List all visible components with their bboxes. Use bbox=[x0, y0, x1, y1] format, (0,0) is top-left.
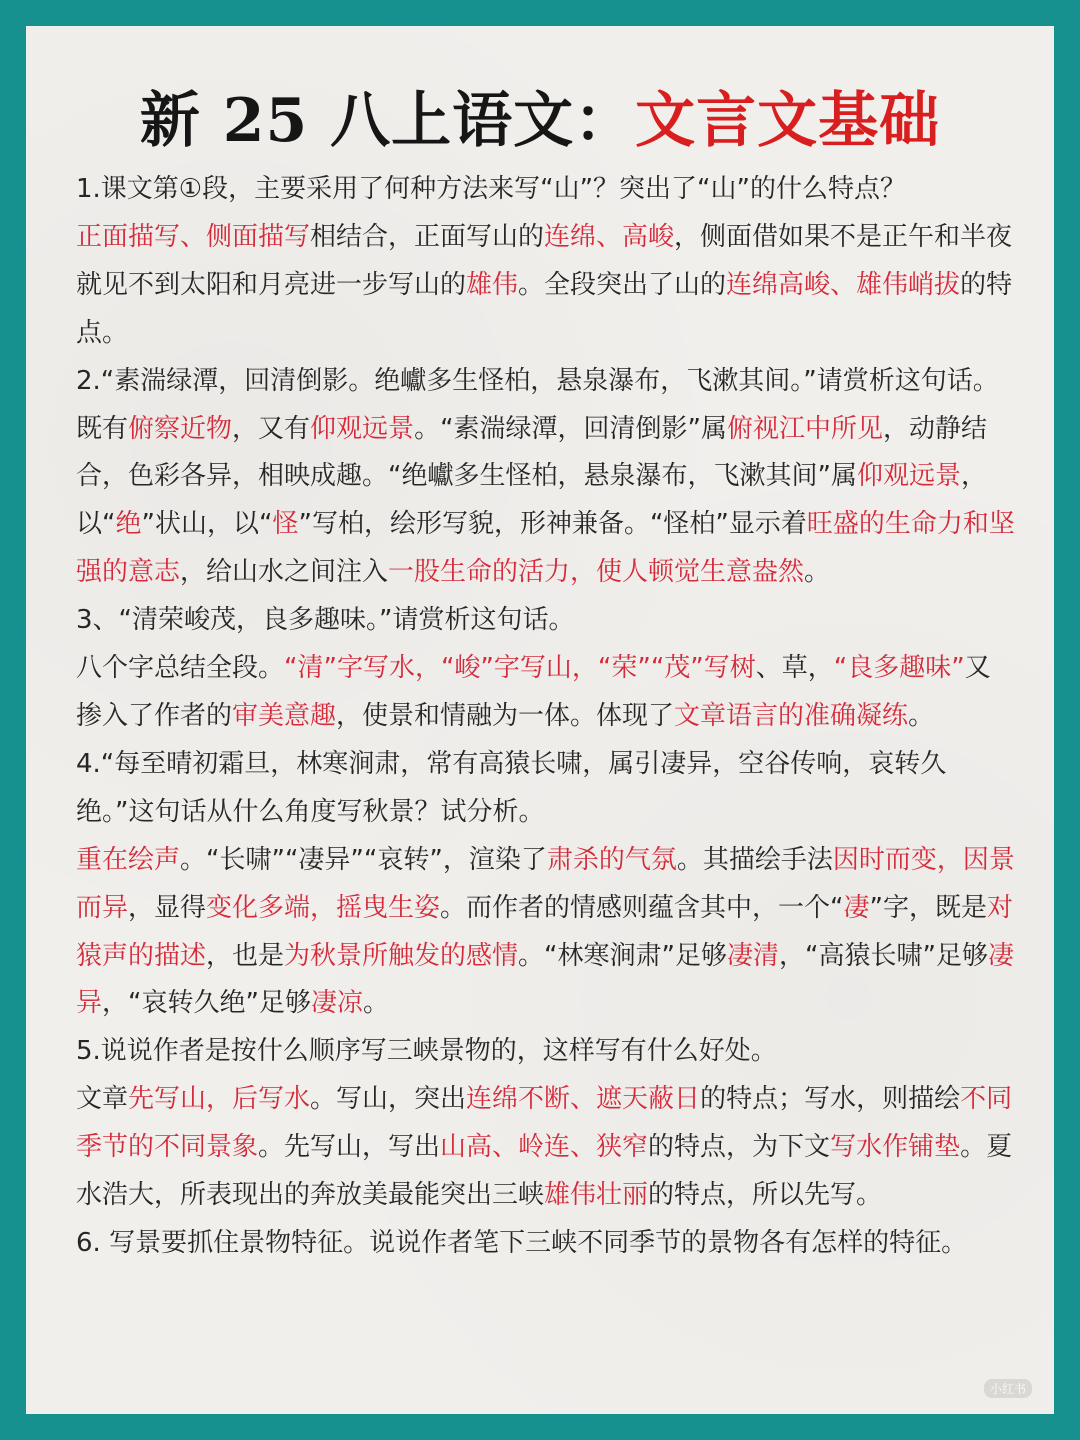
question-paragraph bbox=[76, 1220, 1016, 1268]
highlighted-text: “良多趣味” bbox=[833, 653, 965, 684]
text-segment: ，给山水之间注入 bbox=[180, 557, 389, 588]
highlighted-text: 连绵、高峻 bbox=[544, 221, 675, 252]
highlighted-text: 俯察近物 bbox=[128, 413, 233, 444]
text-segment: 相结合，正面写山的 bbox=[310, 221, 545, 252]
highlighted-text: 凄清 bbox=[727, 940, 780, 971]
text-segment: ，显得 bbox=[128, 892, 207, 923]
highlighted-text: 对猿声的描述 bbox=[76, 892, 1014, 971]
highlighted-text: 山高、岭连、狭窄 bbox=[440, 1132, 649, 1163]
title-prefix: 新 25 八上语文： bbox=[139, 86, 636, 156]
text-segment: ，也是 bbox=[206, 940, 285, 971]
text-segment: 。全段突出了山的 bbox=[518, 269, 727, 300]
text-segment: 。夏水浩大，所表现出的奔放美最能突出三峡 bbox=[76, 1132, 1013, 1211]
highlighted-text: 为秋景所触发的感情 bbox=[284, 940, 519, 971]
question-paragraph bbox=[76, 1028, 1016, 1076]
highlighted-text: 连绵高峻、雄伟峭拔 bbox=[726, 269, 961, 300]
question-paragraph bbox=[76, 597, 1016, 645]
text-segment: ，“哀转久绝”足够 bbox=[102, 988, 311, 1019]
text-segment: 。 bbox=[362, 988, 389, 1019]
text-segment: 。而作者的情感则蕴含其中，一个“ bbox=[440, 892, 844, 923]
text-segment: 5.说说作者是按什么顺序写三峡景物的，这样写有什么好处。 bbox=[76, 1036, 777, 1067]
text-segment: 。“林寒涧肃”足够 bbox=[518, 940, 727, 971]
text-segment: ，侧面借如果不是正午和半夜就见不到太阳和月亮进一步写山的 bbox=[76, 221, 1013, 300]
text-segment: ，动静结合，色彩各异，相映成趣。“绝巘多生怪柏，悬泉瀑布，飞漱其间”属 bbox=[76, 413, 988, 492]
highlighted-text: 仰观远景 bbox=[856, 461, 961, 492]
text-segment: ”写柏，绘形写貌，形神兼备。“怪柏”显示着 bbox=[298, 509, 807, 540]
text-segment: 。 bbox=[908, 700, 935, 731]
highlighted-text: 怪 bbox=[272, 509, 299, 540]
highlighted-text: 凄异 bbox=[76, 940, 1014, 1019]
highlighted-text: 雄伟壮丽 bbox=[544, 1180, 649, 1211]
text-segment: 。其描绘手法 bbox=[676, 844, 833, 875]
answer-paragraph bbox=[76, 837, 1016, 1029]
text-segment: 3、“清荣峻茂，良多趣味。”请赏析这句话。 bbox=[76, 605, 575, 636]
highlighted-text: 不同季节的不同景象 bbox=[76, 1084, 1013, 1163]
answer-paragraph bbox=[76, 645, 1016, 741]
text-segment: 又掺入了作者的 bbox=[76, 653, 991, 731]
text-segment: ，以“ bbox=[76, 461, 987, 540]
text-segment: 的特点。 bbox=[76, 269, 1013, 348]
highlighted-text: 雄伟 bbox=[466, 269, 519, 300]
text-segment: 的特点，所以先写。 bbox=[648, 1180, 883, 1211]
highlighted-text: 肃杀的气氛 bbox=[546, 844, 677, 875]
highlighted-text: 重在绘声 bbox=[76, 844, 181, 875]
answer-paragraph bbox=[76, 406, 1016, 598]
highlighted-text: 仰观远景 bbox=[310, 413, 415, 444]
text-segment: 。写山，突出 bbox=[310, 1084, 467, 1115]
highlighted-text: 旺盛的生命力和坚强的意志 bbox=[76, 509, 1015, 588]
text-segment: ，使景和情融为一体。体现了 bbox=[336, 700, 675, 731]
text-segment: 。 bbox=[804, 557, 831, 588]
highlighted-text: “清”字写水，“峻”字写山，“荣”“茂”写树 bbox=[284, 653, 756, 684]
text-segment: 、草， bbox=[755, 653, 834, 684]
question-paragraph bbox=[76, 358, 1016, 406]
highlighted-text: 先写山，后写水 bbox=[128, 1084, 311, 1115]
text-segment: ”状山，以“ bbox=[141, 509, 273, 540]
text-segment: 4.“每至晴初霜旦，林寒涧肃，常有高猿长啸，属引凄异，空谷传响，哀转久绝。”这句话从什么角度写秋景？试分析。 bbox=[76, 748, 947, 827]
text-segment: ，又有 bbox=[232, 413, 311, 444]
question-paragraph bbox=[76, 166, 1016, 214]
title-highlight: 文言文基础 bbox=[635, 86, 941, 156]
text-segment: 的特点，为下文 bbox=[648, 1132, 831, 1163]
text-segment: 文章 bbox=[76, 1084, 129, 1115]
watermark-logo: 小红书 bbox=[984, 1379, 1032, 1398]
page-title bbox=[26, 86, 1054, 156]
text-segment: 八个字总结全段。 bbox=[76, 653, 285, 684]
answer-paragraph bbox=[76, 1076, 1016, 1220]
highlighted-text: 因时而变，因景而异 bbox=[76, 844, 1015, 923]
qa-content bbox=[76, 166, 1016, 1268]
question-paragraph bbox=[76, 741, 1016, 837]
text-segment: 2.“素湍绿潭，回清倒影。绝巘多生怪柏，悬泉瀑布，飞漱其间。”请赏析这句话。 bbox=[76, 365, 999, 396]
text-segment: 。“长啸”“凄异”“哀转”，渲染了 bbox=[180, 844, 547, 875]
highlighted-text: 正面描写、侧面描写 bbox=[76, 221, 311, 252]
paper-card bbox=[26, 26, 1054, 1414]
highlighted-text: 变化多端，摇曳生姿 bbox=[206, 892, 441, 923]
text-segment: ”字，既是 bbox=[869, 892, 988, 923]
highlighted-text: 写水作铺垫 bbox=[830, 1132, 961, 1163]
highlighted-text: 俯视江中所见 bbox=[727, 413, 884, 444]
text-segment: ，“高猿长啸”足够 bbox=[779, 940, 988, 971]
answer-paragraph bbox=[76, 214, 1016, 358]
highlighted-text: 文章语言的准确凝练 bbox=[674, 700, 909, 731]
highlighted-text: 凄 bbox=[843, 892, 870, 923]
text-segment: 的特点；写水，则描绘 bbox=[700, 1084, 961, 1115]
text-segment: 1.课文第①段，主要采用了何种方法来写“山”？突出了“山”的什么特点？ bbox=[76, 174, 906, 204]
highlighted-text: 一股生命的活力，使人顿觉生意盎然 bbox=[388, 557, 805, 588]
text-segment: 6. 写景要抓住景物特征。说说作者笔下三峡不同季节的景物各有怎样的特征。 bbox=[76, 1227, 968, 1258]
highlighted-text: 连绵不断、遮天蔽日 bbox=[466, 1084, 701, 1115]
highlighted-text: 审美意趣 bbox=[232, 700, 337, 731]
highlighted-text: 凄凉 bbox=[310, 988, 363, 1019]
text-segment: 。先写山，写出 bbox=[258, 1132, 441, 1163]
text-segment: 。“素湍绿潭，回清倒影”属 bbox=[414, 413, 728, 444]
text-segment: 既有 bbox=[76, 413, 129, 444]
highlighted-text: 绝 bbox=[115, 509, 142, 540]
